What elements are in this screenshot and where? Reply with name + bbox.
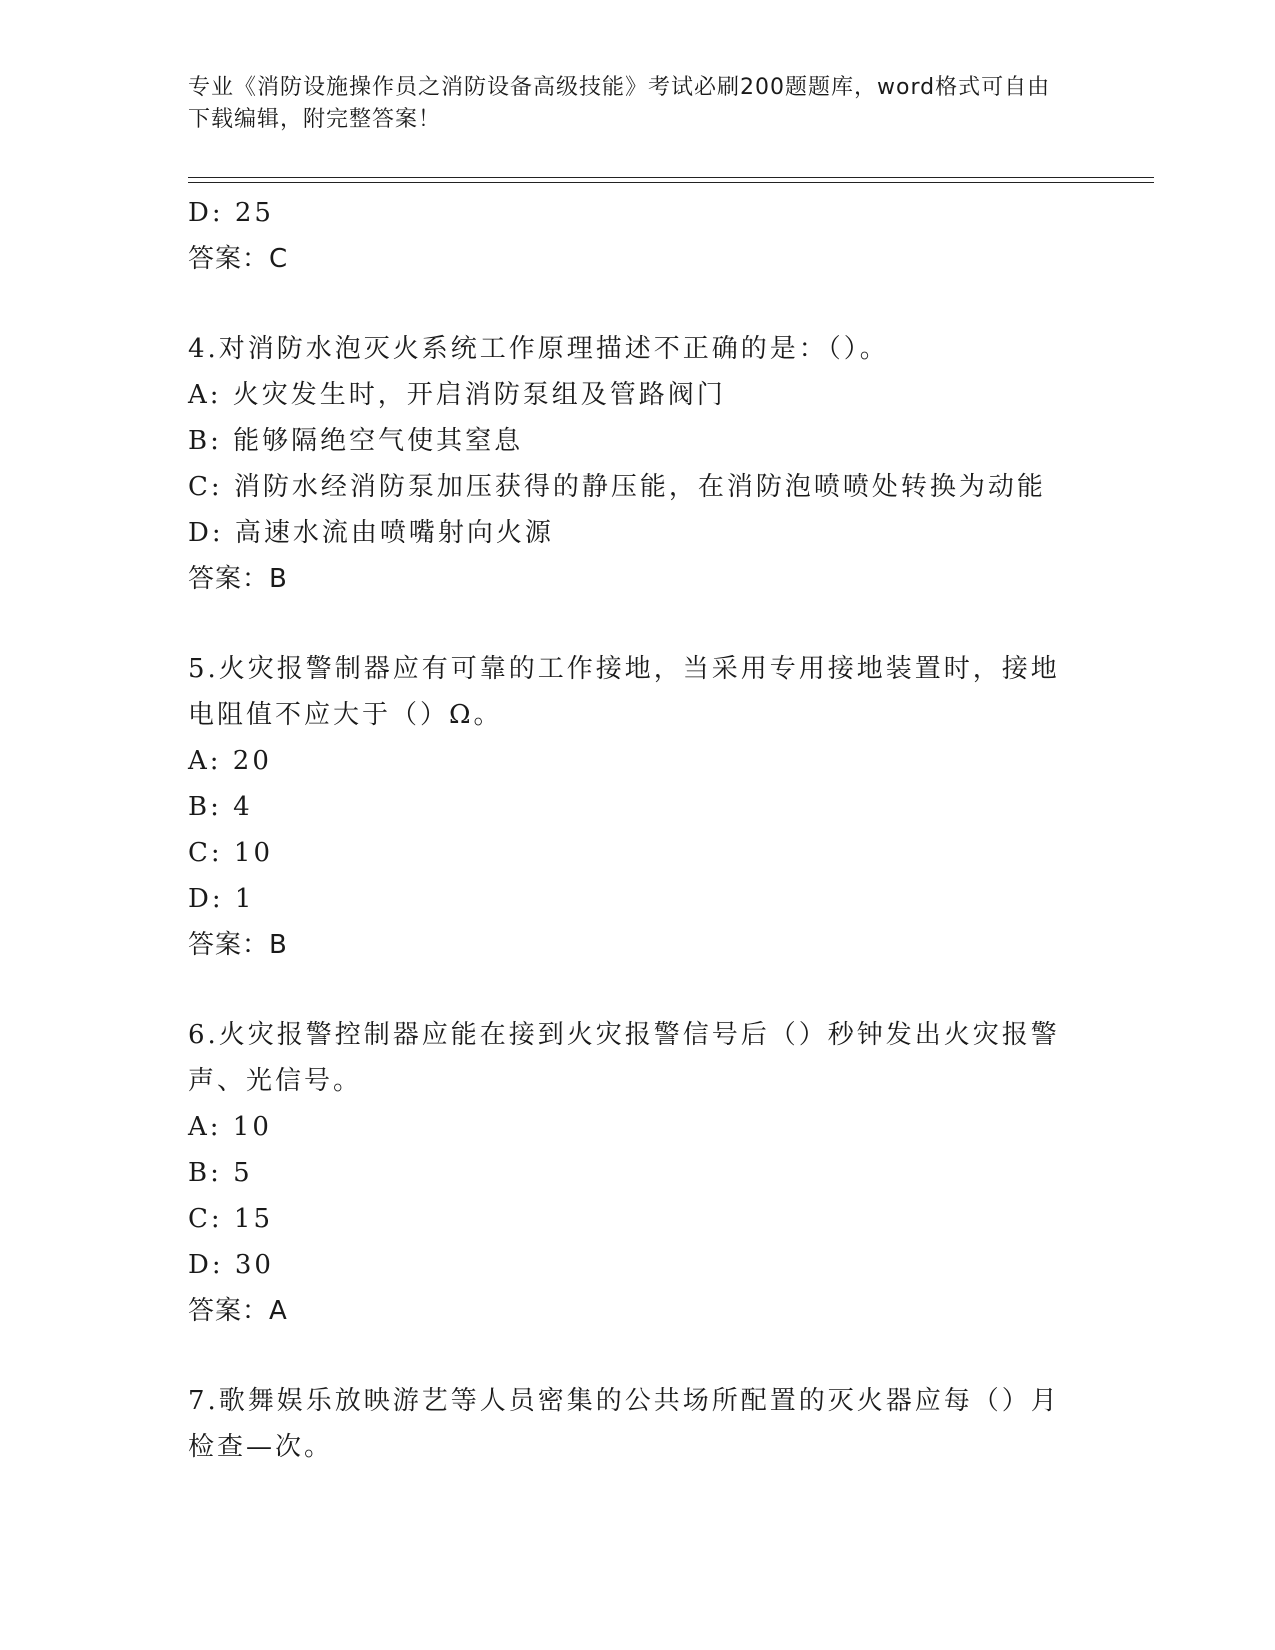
question-text: 5.火灾报警制器应有可靠的工作接地，当采用专用接地装置时，接地电阻值不应大于（）Ω。 <box>188 654 1060 730</box>
option-b: B: 能够隔绝空气使其窒息 <box>188 426 524 456</box>
prev-question-tail <box>188 190 1068 282</box>
option-a: A: 火灾发生时，开启消防泵组及管路阀门 <box>188 380 726 410</box>
document-header: 专业《消防设施操作员之消防设备高级技能》考试必刷200题题库，word格式可自由下载编辑，附完整答案！ <box>188 75 1051 132</box>
option-d: D: 30 <box>188 1250 274 1280</box>
question-text: 7.歌舞娱乐放映游艺等人员密集的公共场所配置的灭火器应每（）月检查—次。 <box>188 1386 1060 1462</box>
option-d: D: 25 <box>188 198 274 228</box>
option-a: A: 10 <box>188 1112 272 1142</box>
answer: 答案：B <box>188 564 288 594</box>
question-list <box>188 190 1068 1470</box>
option-c: C: 15 <box>188 1204 274 1234</box>
question-5 <box>188 646 1068 968</box>
question-text: 4.对消防水泡灭火系统工作原理描述不正确的是：（）。 <box>188 334 889 364</box>
option-b: B: 4 <box>188 792 253 822</box>
header-rule-bottom <box>188 182 1154 183</box>
question-7 <box>188 1378 1068 1470</box>
question-text: 6.火灾报警控制器应能在接到火灾报警信号后（）秒钟发出火灾报警声、光信号。 <box>188 1020 1060 1096</box>
header-rule-top <box>188 177 1154 178</box>
option-d: D: 高速水流由喷嘴射向火源 <box>188 518 554 548</box>
answer: 答案：A <box>188 1296 288 1326</box>
option-d: D: 1 <box>188 884 255 914</box>
option-c: C: 消防水经消防泵加压获得的静压能，在消防泡喷喷处转换为动能 <box>188 472 1046 502</box>
question-6 <box>188 1012 1068 1334</box>
question-4 <box>188 326 1068 602</box>
option-c: C: 10 <box>188 838 274 868</box>
answer: 答案：C <box>188 244 289 274</box>
option-a: A: 20 <box>188 746 272 776</box>
option-b: B: 5 <box>188 1158 253 1188</box>
answer: 答案：B <box>188 930 288 960</box>
